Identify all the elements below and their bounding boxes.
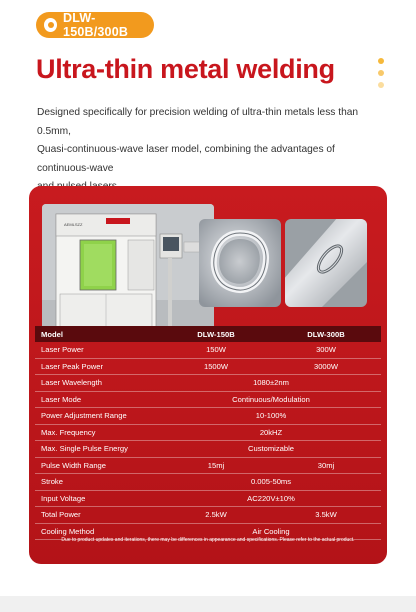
spec-value: 30mj	[271, 457, 381, 474]
spec-value: 15mj	[161, 457, 271, 474]
footnote: Due to product updates and iterations, there may be differences in appearance and specifications. Please refer to the actual product.	[61, 537, 355, 543]
spec-label: Laser Peak Power	[35, 358, 161, 375]
spec-value: AC220V±10%	[161, 490, 381, 507]
table-row	[35, 474, 381, 491]
spec-value: 2.5kW	[161, 507, 271, 524]
spec-label: Stroke	[35, 474, 161, 491]
badge-circle-icon	[44, 18, 57, 32]
spec-label: Input Voltage	[35, 490, 161, 507]
table-row	[35, 457, 381, 474]
model-badge	[36, 12, 154, 38]
spec-value: Continuous/Modulation	[161, 391, 381, 408]
table-row	[35, 358, 381, 375]
spec-value: 1500W	[161, 358, 271, 375]
intro-line: Quasi-continuous-wave laser model, combining the advantages of continuous-wave	[37, 144, 335, 174]
header-model: Model	[35, 326, 161, 342]
spec-value: 10-100%	[161, 408, 381, 425]
spec-label: Cooling Method	[35, 523, 161, 540]
spec-value: 20kHZ	[161, 424, 381, 441]
header-dlw-150b: DLW-150B	[161, 326, 271, 342]
spec-label: Power Adjustment Range	[35, 408, 161, 425]
model-badge-label: DLW-150B/300B	[63, 11, 129, 39]
spec-value: Customizable	[161, 441, 381, 458]
machine-logo: AEMLSZZ	[64, 222, 83, 227]
spec-value: 300W	[271, 342, 381, 358]
spec-label: Laser Power	[35, 342, 161, 358]
table-row	[35, 441, 381, 458]
spec-value: Air Cooling	[161, 523, 381, 540]
table-row	[35, 424, 381, 441]
table-row	[35, 490, 381, 507]
machine-image	[42, 204, 214, 336]
spec-label: Max. Frequency	[35, 424, 161, 441]
spec-label: Laser Wavelength	[35, 375, 161, 392]
spec-value: 0.005-50ms	[161, 474, 381, 491]
header-dlw-300b: DLW-300B	[271, 326, 381, 342]
spec-label: Laser Mode	[35, 391, 161, 408]
intro-line: Designed specifically for precision welding of ultra-thin metals less than 0.5mm,	[37, 107, 359, 137]
table-row	[35, 375, 381, 392]
bottom-strip	[0, 596, 416, 612]
spec-label: Pulse Width Range	[35, 457, 161, 474]
page-title: Ultra-thin metal welding	[36, 54, 335, 84]
weld-sample-image	[199, 219, 281, 307]
spec-value: 3000W	[271, 358, 381, 375]
table-row	[35, 507, 381, 524]
decorative-dots-icon	[378, 58, 384, 94]
spec-value: 3.5kW	[271, 507, 381, 524]
spec-header-row	[35, 326, 381, 342]
spec-table	[35, 326, 381, 540]
spec-panel	[29, 186, 387, 564]
spec-value: 150W	[161, 342, 271, 358]
table-row	[35, 342, 381, 358]
weld-seam-image	[285, 219, 367, 307]
spec-value: 1080±2nm	[161, 375, 381, 392]
table-row	[35, 391, 381, 408]
table-row	[35, 408, 381, 425]
spec-label: Total Power	[35, 507, 161, 524]
spec-label: Max. Single Pulse Energy	[35, 441, 161, 458]
